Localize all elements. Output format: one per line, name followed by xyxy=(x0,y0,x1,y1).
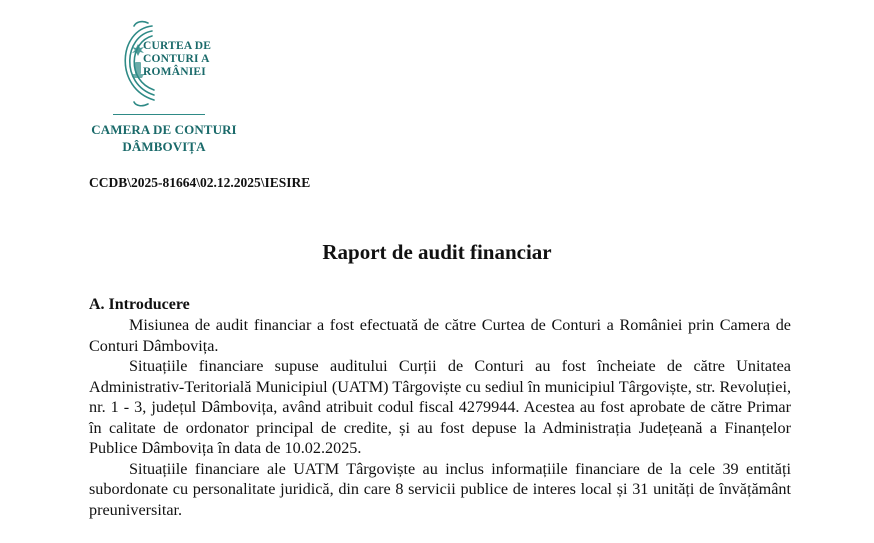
chamber-name xyxy=(89,121,239,155)
logo-wordmark xyxy=(143,40,211,79)
logo-line-2: CONTURI A xyxy=(143,53,210,65)
institution-logo xyxy=(108,18,228,110)
paragraph-3: Situațiile financiare ale UATM Târgoviște au inclus informațiile financiare de la cele 39 entități subordonate cu personalitate juridică, din care 8 servicii publice de interes local și 31 unități de învățământ preuniversitar. xyxy=(89,459,791,519)
document-reference: CCDB\2025-81664\02.12.2025\IESIRE xyxy=(89,175,311,190)
logo-divider xyxy=(113,114,205,115)
logo-line-1: CURTEA DE xyxy=(143,40,212,52)
page-title: Raport de audit financiar xyxy=(322,240,552,264)
chamber-line-2: DÂMBOVIȚA xyxy=(122,139,206,154)
document-body xyxy=(89,315,791,520)
section-heading: A. Introducere xyxy=(89,296,190,313)
logo-line-3: ROMÂNIEI xyxy=(143,66,206,78)
chamber-line-1: CAMERA DE CONTURI xyxy=(91,122,237,137)
paragraph-1: Misiunea de audit financiar a fost efectuată de către Curtea de Conturi a României prin Camera de Conturi Dâmbovița. xyxy=(89,316,791,355)
paragraph-2: Situațiile financiare supuse auditului Curții de Conturi au fost încheiate de către Unitatea Administrativ-Teritorială Municipiul (UATM) Târgoviște cu sediul în municipiul Târgoviște, str. Revoluției, nr. 1 - 3, județul Dâmbovița, având atribuit codul fiscal 4279944. Acestea au fost aprobate de către Primar în calitate de ordonator principal de credite, și au fost depuse la Administrația Județeană a Finanțelor Publice Dâmbovița în data de 10.02.2025. xyxy=(89,357,791,457)
